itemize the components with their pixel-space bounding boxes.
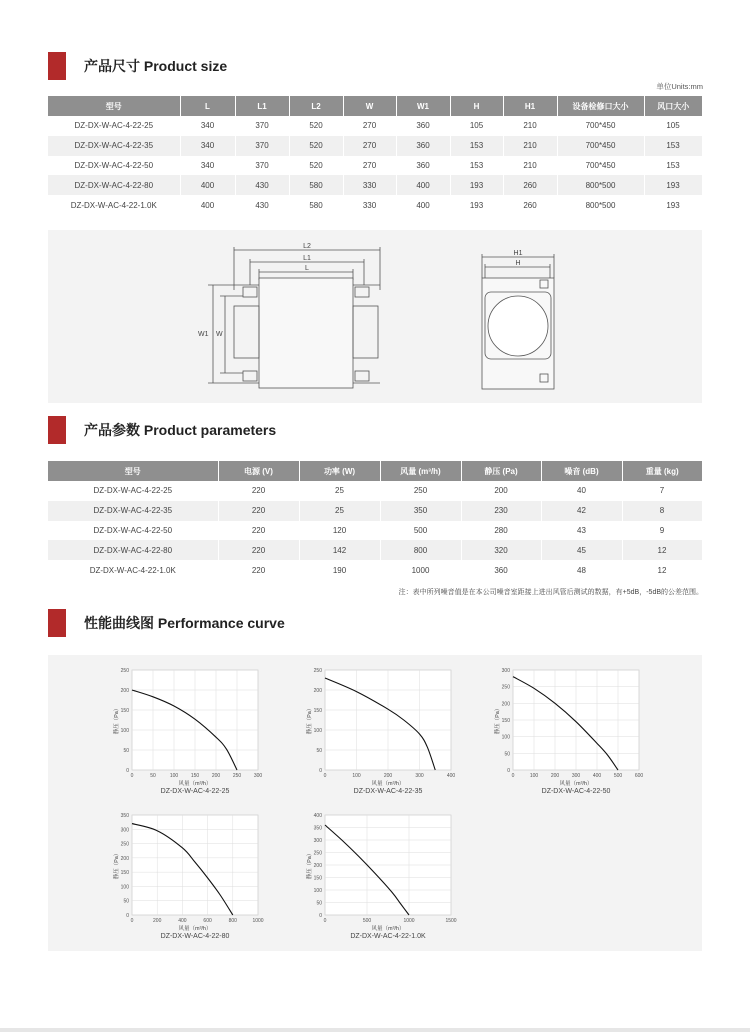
x-tick-label: 800 [228, 918, 237, 924]
label-l2: L2 [303, 243, 311, 250]
x-tick-label: 0 [323, 773, 327, 779]
size-header-cell: 型号 [48, 96, 180, 116]
params-cell: 7 [622, 481, 702, 501]
chart-title: DZ-DX-W-AC-4-22-1.0K [350, 933, 426, 940]
y-axis-label: 静压（Pa） [307, 705, 313, 735]
params-cell: 48 [541, 560, 622, 580]
label-w: W [216, 331, 223, 338]
x-tick-label: 300 [571, 773, 581, 779]
chart-title: DZ-DX-W-AC-4-22-25 [160, 788, 230, 795]
y-tick-label: 0 [126, 913, 129, 919]
y-tick-label: 300 [120, 827, 129, 834]
params-cell: 220 [218, 501, 299, 521]
label-h1: H1 [513, 250, 523, 257]
size-header-cell: W [343, 96, 396, 116]
noise-footnote: 注：表中所列噪音值是在本公司噪音室距接上进出风管后测试的数据，有+5dB，-5dB的公差范围。 [398, 589, 703, 596]
y-tick-label: 150 [501, 718, 510, 724]
x-axis-label: 风量（m³/h） [178, 781, 212, 787]
section-header-size [48, 52, 227, 80]
x-tick-label: 600 [634, 773, 644, 779]
size-cell: 400 [180, 175, 235, 195]
y-axis-label: 静压（Pa） [495, 705, 501, 735]
params-cell: 42 [541, 501, 622, 521]
params-cell: 220 [218, 481, 299, 501]
section-marker [48, 416, 66, 444]
y-tick-label: 250 [313, 668, 322, 674]
params-cell: 25 [299, 481, 380, 501]
size-cell: DZ-DX-W-AC-4-22-25 [48, 116, 180, 136]
params-cell: 800 [380, 540, 461, 560]
bracket-br [355, 371, 369, 381]
size-cell: 270 [343, 116, 396, 136]
size-cell: 370 [235, 116, 289, 136]
size-row [48, 116, 702, 136]
size-cell: DZ-DX-W-AC-4-22-35 [48, 136, 180, 156]
params-cell: 12 [622, 560, 702, 580]
y-tick-label: 250 [120, 668, 129, 674]
size-cell: 520 [289, 116, 343, 136]
size-cell: 153 [450, 156, 503, 176]
x-tick-label: 0 [323, 918, 327, 924]
chart-4 [112, 813, 264, 940]
x-tick-label: 400 [178, 918, 187, 924]
params-row [48, 540, 702, 560]
section-header-curve [48, 609, 285, 637]
params-row [48, 560, 702, 580]
params-row [48, 481, 702, 501]
size-header-cell: L1 [235, 96, 289, 116]
params-header-cell: 电源 (V) [218, 461, 299, 481]
y-tick-label: 200 [313, 863, 322, 869]
x-tick-label: 0 [130, 773, 134, 779]
params-cell: 250 [380, 481, 461, 501]
chart-1 [112, 668, 262, 795]
size-cell: 340 [180, 136, 235, 156]
y-axis-label: 静压（Pa） [307, 850, 313, 880]
performance-curve-panel [48, 655, 702, 951]
y-tick-label: 350 [120, 813, 129, 819]
x-tick-label: 100 [352, 773, 361, 779]
y-axis-label: 静压（Pa） [114, 850, 120, 880]
size-cell: 210 [503, 156, 557, 176]
size-cell: 580 [289, 195, 343, 215]
duct-collar-right [353, 306, 378, 358]
y-tick-label: 150 [313, 708, 322, 714]
x-tick-label: 500 [613, 773, 623, 779]
y-tick-label: 250 [501, 684, 510, 691]
dimension-drawing [48, 230, 702, 403]
size-cell: 520 [289, 136, 343, 156]
bracket-tr [355, 287, 369, 297]
size-cell: 360 [396, 116, 450, 136]
size-cell: 260 [503, 175, 557, 195]
params-cell: 230 [461, 501, 541, 521]
size-cell: 210 [503, 136, 557, 156]
x-tick-label: 400 [592, 773, 602, 779]
x-tick-label: 100 [529, 773, 539, 779]
x-tick-label: 400 [446, 773, 456, 779]
params-cell: DZ-DX-W-AC-4-22-80 [48, 540, 218, 560]
x-tick-label: 200 [153, 918, 162, 924]
product-params-table [48, 461, 703, 580]
chart-title: DZ-DX-W-AC-4-22-35 [353, 788, 423, 795]
label-l: L [305, 265, 309, 272]
x-tick-label: 50 [150, 773, 156, 779]
size-cell: 520 [289, 156, 343, 176]
y-tick-label: 200 [120, 855, 129, 862]
section-marker [48, 52, 66, 80]
x-tick-label: 150 [190, 773, 200, 779]
params-cell: DZ-DX-W-AC-4-22-25 [48, 481, 218, 501]
size-header-cell: W1 [396, 96, 450, 116]
size-row [48, 175, 702, 195]
x-tick-label: 250 [232, 773, 242, 779]
x-tick-label: 600 [203, 918, 212, 924]
performance-charts [48, 655, 702, 951]
y-tick-label: 400 [313, 813, 322, 819]
x-tick-label: 300 [415, 773, 424, 779]
size-cell: 153 [450, 136, 503, 156]
section-header-params [48, 416, 276, 444]
chart-5 [305, 813, 457, 940]
size-header-cell: L2 [289, 96, 343, 116]
params-cell: 280 [461, 521, 541, 541]
params-header-cell: 重量 (kg) [622, 461, 702, 481]
params-cell: 360 [461, 560, 541, 580]
params-cell: 220 [218, 521, 299, 541]
x-tick-label: 300 [253, 773, 263, 779]
params-cell: DZ-DX-W-AC-4-22-35 [48, 501, 218, 521]
y-tick-label: 50 [316, 900, 322, 907]
chart-2 [305, 668, 455, 795]
x-tick-label: 0 [511, 773, 515, 779]
y-tick-label: 50 [123, 898, 129, 905]
params-header-cell: 噪音 (dB) [541, 461, 622, 481]
x-tick-label: 1500 [445, 918, 457, 924]
y-tick-label: 100 [313, 888, 322, 894]
chart-3 [493, 668, 643, 795]
size-cell: 400 [396, 175, 450, 195]
y-tick-label: 100 [501, 734, 510, 741]
size-cell: 153 [644, 136, 702, 156]
size-cell: 193 [450, 175, 503, 195]
y-tick-label: 100 [120, 884, 129, 891]
size-cell: 360 [396, 136, 450, 156]
params-cell: 350 [380, 501, 461, 521]
params-cell: 9 [622, 521, 702, 541]
x-tick-label: 100 [169, 773, 179, 779]
size-cell: 193 [450, 195, 503, 215]
y-tick-label: 100 [120, 728, 129, 734]
params-cell: 142 [299, 540, 380, 560]
y-tick-label: 250 [120, 841, 129, 848]
params-cell: 320 [461, 540, 541, 560]
y-tick-label: 100 [313, 728, 322, 734]
y-tick-label: 300 [501, 668, 510, 674]
size-row [48, 195, 702, 215]
size-cell: 370 [235, 156, 289, 176]
x-tick-label: 200 [550, 773, 560, 779]
size-cell: 430 [235, 175, 289, 195]
y-tick-label: 300 [313, 838, 322, 844]
params-cell: DZ-DX-W-AC-4-22-1.0K [48, 560, 218, 580]
y-tick-label: 150 [313, 875, 322, 882]
size-cell: 270 [343, 136, 396, 156]
section-marker [48, 609, 66, 637]
size-cell: 193 [644, 195, 702, 215]
size-cell: 800*500 [557, 195, 644, 215]
size-cell: 700*450 [557, 136, 644, 156]
label-h: H [515, 260, 521, 267]
unit-note: 单位Units:mm [656, 82, 703, 91]
size-header-cell: 风口大小 [644, 96, 702, 116]
size-cell: 340 [180, 116, 235, 136]
params-cell: 190 [299, 560, 380, 580]
size-header-cell: L [180, 96, 235, 116]
section-title-curve: 性能曲线图 Performance curve [84, 615, 285, 631]
section-title-size: 产品尺寸 Product size [84, 58, 228, 74]
params-cell: 8 [622, 501, 702, 521]
y-tick-label: 350 [313, 825, 322, 832]
size-cell: 580 [289, 175, 343, 195]
size-cell: 700*450 [557, 156, 644, 176]
y-tick-label: 50 [123, 748, 129, 754]
housing-front-view [259, 278, 353, 388]
params-cell: 500 [380, 521, 461, 541]
x-tick-label: 1000 [403, 918, 415, 924]
label-w1: W1 [198, 331, 209, 338]
size-cell: DZ-DX-W-AC-4-22-1.0K [48, 195, 180, 215]
size-cell: 330 [343, 195, 396, 215]
size-cell: 193 [644, 175, 702, 195]
params-header-cell: 型号 [48, 461, 218, 481]
x-tick-label: 0 [130, 918, 134, 924]
size-header-cell: H1 [503, 96, 557, 116]
size-header-cell: H [450, 96, 503, 116]
params-cell: 220 [218, 560, 299, 580]
size-cell: 260 [503, 195, 557, 215]
size-cell: DZ-DX-W-AC-4-22-80 [48, 175, 180, 195]
size-cell: 400 [396, 195, 450, 215]
size-cell: 360 [396, 156, 450, 176]
y-tick-label: 0 [126, 768, 129, 774]
size-cell: 330 [343, 175, 396, 195]
x-tick-label: 200 [383, 773, 393, 779]
y-tick-label: 50 [504, 751, 510, 758]
y-tick-label: 0 [507, 768, 510, 774]
size-cell: DZ-DX-W-AC-4-22-50 [48, 156, 180, 176]
params-cell: 1000 [380, 560, 461, 580]
y-tick-label: 50 [316, 748, 322, 754]
y-tick-label: 250 [313, 850, 322, 857]
size-cell: 105 [644, 116, 702, 136]
y-tick-label: 150 [120, 708, 129, 714]
x-tick-label: 500 [362, 918, 372, 924]
plot-area [132, 815, 258, 915]
params-cell: 43 [541, 521, 622, 541]
section-title-params: 产品参数 Product parameters [84, 422, 277, 438]
x-tick-label: 200 [211, 773, 221, 779]
params-cell: 200 [461, 481, 541, 501]
technical-drawing [48, 230, 702, 403]
x-axis-label: 风量（m³/h） [178, 926, 212, 932]
params-row [48, 501, 702, 521]
y-tick-label: 200 [313, 688, 322, 694]
params-cell: 120 [299, 521, 380, 541]
y-tick-label: 0 [319, 768, 322, 774]
x-axis-label: 风量（m³/h） [371, 781, 405, 787]
x-tick-label: 1000 [252, 918, 264, 924]
y-tick-label: 200 [501, 701, 510, 708]
params-header-cell: 功率 (W) [299, 461, 380, 481]
size-row [48, 136, 702, 156]
size-cell: 370 [235, 136, 289, 156]
params-cell: 12 [622, 540, 702, 560]
size-row [48, 156, 702, 176]
page-bottom-rule [0, 1028, 750, 1032]
params-cell: 40 [541, 481, 622, 501]
y-axis-label: 静压（Pa） [114, 705, 120, 735]
size-cell: 700*450 [557, 116, 644, 136]
duct-collar-left [234, 306, 259, 358]
size-cell: 430 [235, 195, 289, 215]
params-row [48, 521, 702, 541]
size-cell: 800*500 [557, 175, 644, 195]
bracket-bl [243, 371, 257, 381]
size-cell: 210 [503, 116, 557, 136]
label-l1: L1 [303, 255, 311, 262]
x-axis-label: 风量（m³/h） [371, 926, 405, 932]
size-cell: 153 [644, 156, 702, 176]
y-tick-label: 150 [120, 870, 129, 877]
y-tick-label: 0 [319, 913, 322, 919]
size-cell: 340 [180, 156, 235, 176]
size-cell: 400 [180, 195, 235, 215]
chart-title: DZ-DX-W-AC-4-22-80 [160, 933, 230, 940]
y-tick-label: 200 [120, 688, 129, 694]
params-cell: 25 [299, 501, 380, 521]
params-header-cell: 静压 (Pa) [461, 461, 541, 481]
x-axis-label: 风量（m³/h） [559, 781, 593, 787]
duct-opening [488, 296, 548, 356]
bracket-tl [243, 287, 257, 297]
params-cell: DZ-DX-W-AC-4-22-50 [48, 521, 218, 541]
product-size-table [48, 96, 703, 215]
params-cell: 220 [218, 540, 299, 560]
size-cell: 270 [343, 156, 396, 176]
size-header-cell: 设备检修口大小 [557, 96, 644, 116]
params-header-cell: 风量 (m³/h) [380, 461, 461, 481]
params-cell: 45 [541, 540, 622, 560]
size-cell: 105 [450, 116, 503, 136]
chart-title: DZ-DX-W-AC-4-22-50 [541, 788, 611, 795]
